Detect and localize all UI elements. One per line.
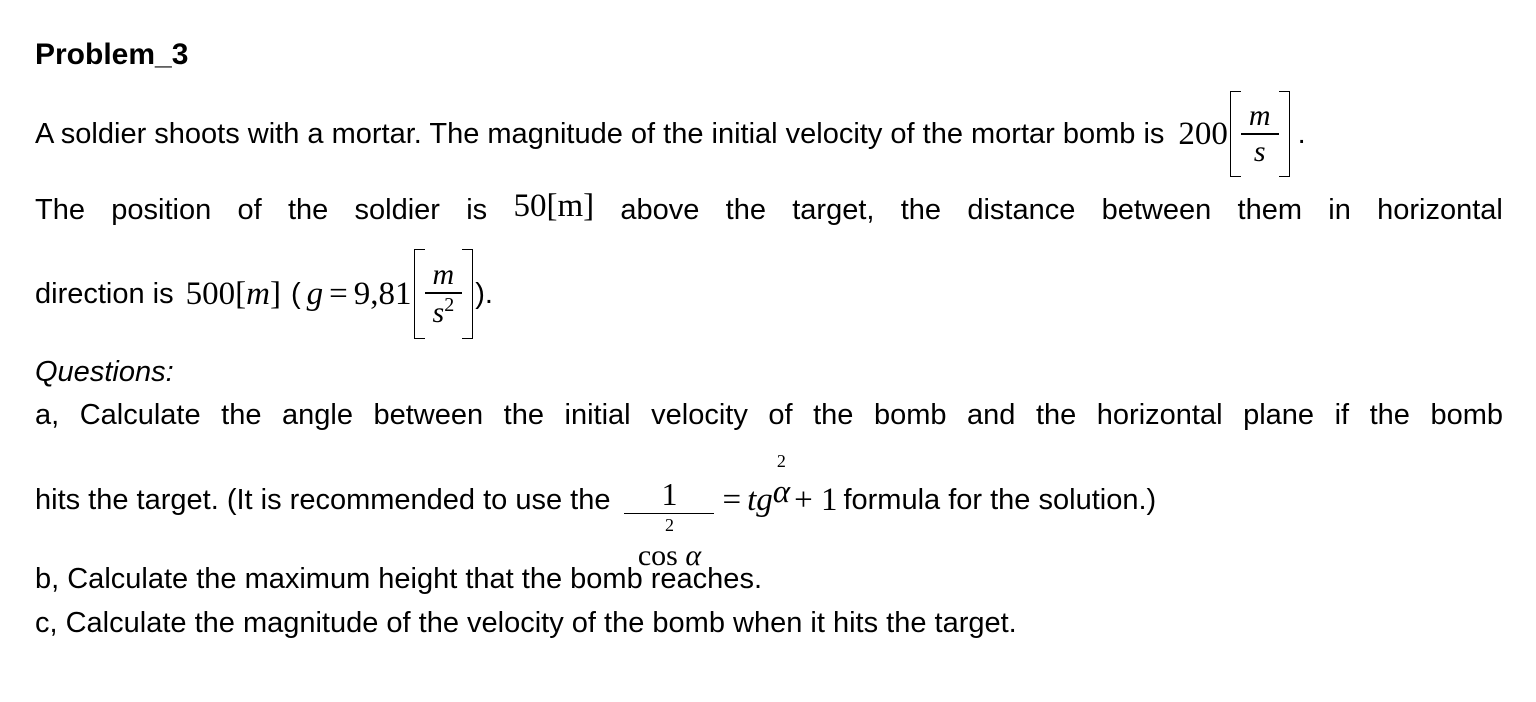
word: position <box>111 194 212 226</box>
bracket-open-text: [ <box>235 275 247 312</box>
distance-value: 500 <box>185 275 236 312</box>
question-a-text-end: formula for the solution.) <box>843 483 1157 516</box>
question-a-line-1: a, Calculate the angle between the initial velocity of the bomb and the horizontal plane if the bomb <box>35 399 1503 431</box>
paren-open: ( <box>290 277 301 310</box>
sentence-end: . <box>1297 117 1306 150</box>
height-value: 50[m] <box>513 188 595 224</box>
word: the <box>900 194 942 226</box>
word: is <box>466 194 488 226</box>
word: above <box>620 194 700 226</box>
paren-close: ). <box>475 277 493 310</box>
problem-statement-line-2 <box>35 188 1503 226</box>
question-a-text: hits the target. (It is recommended to use the <box>35 483 611 516</box>
word: of <box>237 194 262 226</box>
word: them <box>1237 194 1303 226</box>
formula-fraction <box>624 476 714 574</box>
formula-den-exponent: 2 <box>664 515 674 536</box>
bracket-close <box>462 249 473 339</box>
bracket-close-text: ] <box>269 275 281 312</box>
word: target, <box>792 194 875 226</box>
velocity-unit-fraction <box>1241 99 1279 170</box>
word: the <box>287 194 329 226</box>
formula-plus-one: + 1 <box>794 481 838 518</box>
question-c: c, Calculate the magnitude of the velocity of the bomb when it hits the target. <box>35 607 1017 639</box>
bracket-open <box>414 249 425 339</box>
problem-title: Problem_3 <box>35 38 189 71</box>
unit-denominator: $s^2$ <box>432 293 455 329</box>
unit-numerator: m <box>1248 98 1271 132</box>
word: horizontal <box>1377 194 1503 226</box>
formula-tg: tg <box>747 481 773 518</box>
formula-rhs-exponent: 2 <box>776 450 786 471</box>
word: between <box>1101 194 1212 226</box>
gravity-unit-fraction <box>425 258 463 331</box>
statement-text: A soldier shoots with a mortar. The magnitude of the initial velocity of the mortar bomb is <box>35 117 1165 150</box>
questions-heading: Questions: <box>35 356 174 388</box>
word: The <box>35 194 85 226</box>
velocity-value: 200 <box>1178 115 1228 152</box>
question-b: b, Calculate the maximum height that the bomb reaches. <box>35 563 762 595</box>
distance-unit: m <box>246 275 270 312</box>
word: in <box>1328 194 1351 226</box>
formula-denominator: cos α <box>637 538 702 572</box>
problem-statement-line-3: direction is 500 [ m ] ( g = 9,81 $\frac{m}{s^2}$ ). <box>35 246 493 342</box>
formula-numerator: 1 <box>661 476 678 513</box>
gravity-symbol: g <box>306 275 324 312</box>
word: soldier <box>354 194 440 226</box>
question-a-line-2: hits the target. (It is recommended to use the 1 2 cos α = tg 2 α + 1 formula for the solution.) <box>35 450 1157 572</box>
unit-numerator: m <box>432 257 455 291</box>
direction-text: direction is <box>35 277 174 310</box>
gravity-value: 9,81 <box>353 275 412 312</box>
problem-statement-line-1 <box>35 88 1306 180</box>
formula-rhs-exp-wrapper <box>773 452 790 509</box>
unit-denominator: s <box>1253 134 1266 168</box>
word: distance <box>967 194 1076 226</box>
bracket-close <box>1279 91 1290 177</box>
formula-alpha: α <box>772 473 791 510</box>
bracket-open <box>1230 91 1241 177</box>
word: the <box>725 194 766 226</box>
